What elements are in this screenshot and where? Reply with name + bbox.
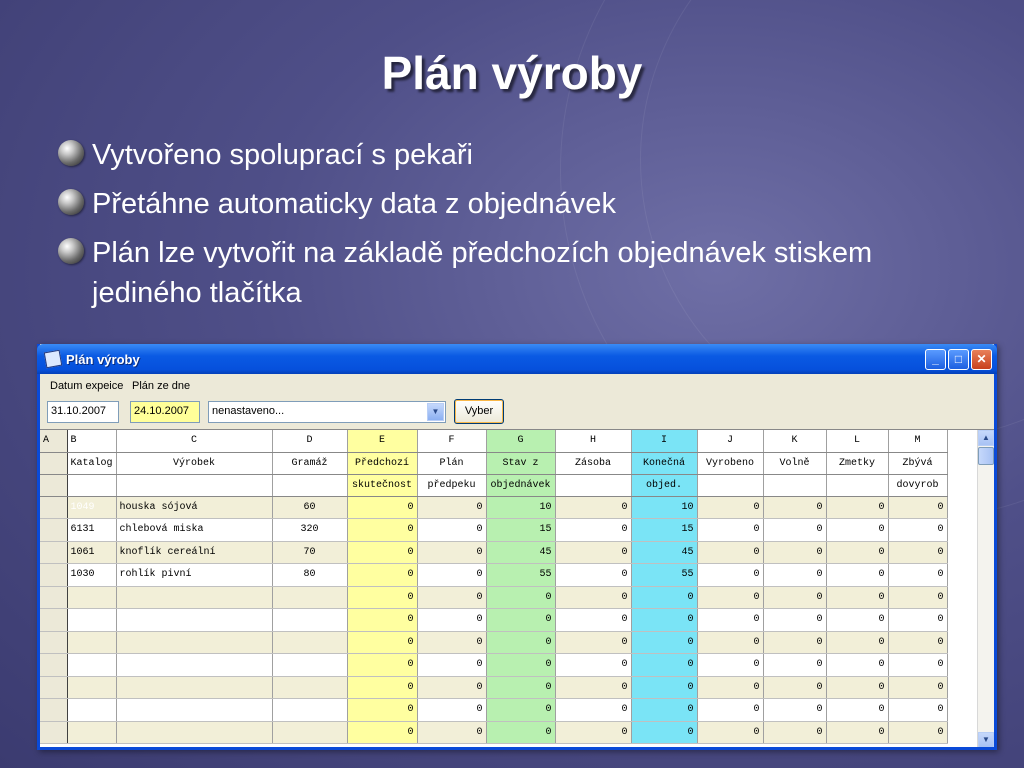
grid-cell[interactable]: K: [763, 430, 826, 452]
grid-cell[interactable]: 55: [486, 564, 555, 587]
grid-cell[interactable]: 0: [826, 721, 888, 744]
bullet-list: [58, 135, 958, 322]
grid-cell[interactable]: [67, 586, 116, 609]
row-header-cell: [40, 541, 67, 564]
grid-cell[interactable]: 0: [826, 676, 888, 699]
grid-cell[interactable]: 0: [555, 721, 631, 744]
grid-cell[interactable]: [116, 631, 272, 654]
grid-cell[interactable]: 0: [555, 676, 631, 699]
grid-cell[interactable]: 0: [417, 541, 486, 564]
row-header-cell: [40, 654, 67, 677]
grid-cell[interactable]: 6131: [67, 519, 116, 542]
grid-cell[interactable]: 0: [826, 699, 888, 722]
grid-cell[interactable]: [272, 654, 347, 677]
table-row: [40, 496, 947, 519]
grid-cell[interactable]: [763, 474, 826, 496]
grid-cell[interactable]: 0: [486, 586, 555, 609]
grid-cell[interactable]: 0: [826, 631, 888, 654]
grid-cell[interactable]: 0: [888, 496, 947, 519]
grid-cell[interactable]: 0: [826, 609, 888, 632]
grid-cell[interactable]: 0: [555, 699, 631, 722]
grid-cell[interactable]: 0: [347, 631, 417, 654]
grid-cell[interactable]: 0: [763, 654, 826, 677]
grid-cell[interactable]: 0: [697, 541, 763, 564]
grid-cell[interactable]: [116, 676, 272, 699]
table-row: [40, 609, 947, 632]
grid-cell[interactable]: Volně: [763, 452, 826, 474]
grid-cell[interactable]: 0: [347, 654, 417, 677]
grid-cell[interactable]: 10: [486, 496, 555, 519]
grid-cell[interactable]: Gramáž: [272, 452, 347, 474]
grid-cell[interactable]: [272, 721, 347, 744]
grid-cell[interactable]: [272, 699, 347, 722]
grid-cell[interactable]: 0: [555, 654, 631, 677]
grid-cell[interactable]: 0: [697, 564, 763, 587]
grid-cell[interactable]: 0: [486, 699, 555, 722]
grid-cell[interactable]: 0: [347, 519, 417, 542]
row-header-cell: A: [40, 430, 67, 452]
grid-cell[interactable]: [67, 654, 116, 677]
grid-cell[interactable]: 0: [697, 586, 763, 609]
grid-cell[interactable]: 0: [888, 676, 947, 699]
grid-cell[interactable]: 0: [826, 541, 888, 564]
table-row: [40, 699, 947, 722]
grid-cell[interactable]: Předchozí: [347, 452, 417, 474]
grid-cell[interactable]: 1049: [67, 496, 116, 519]
grid-cell[interactable]: 0: [417, 496, 486, 519]
grid-cell[interactable]: 1030: [67, 564, 116, 587]
grid-cell[interactable]: [116, 699, 272, 722]
app-icon: [44, 350, 63, 369]
filter-form: [40, 374, 994, 429]
grid-cell[interactable]: 0: [888, 699, 947, 722]
row-header-cell: [40, 631, 67, 654]
grid-cell[interactable]: [116, 474, 272, 496]
slide-title: Plán výroby: [381, 47, 643, 99]
grid-cell[interactable]: 45: [486, 541, 555, 564]
table-row: [40, 519, 947, 542]
grid-cell[interactable]: 0: [888, 586, 947, 609]
grid-cell[interactable]: 80: [272, 564, 347, 587]
row-header-cell: [40, 474, 67, 496]
grid-cell[interactable]: Zmetky: [826, 452, 888, 474]
grid-cell[interactable]: [116, 586, 272, 609]
grid-cell[interactable]: 0: [417, 609, 486, 632]
grid-cell[interactable]: 0: [555, 496, 631, 519]
vertical-scrollbar[interactable]: [977, 430, 994, 747]
grid-cell[interactable]: 0: [697, 676, 763, 699]
grid-cell[interactable]: Stav z: [486, 452, 555, 474]
grid-cell[interactable]: [272, 474, 347, 496]
grid-cell[interactable]: [272, 609, 347, 632]
close-button[interactable]: ✕: [971, 349, 992, 370]
column-title-row: [40, 452, 947, 474]
grid-cell[interactable]: 15: [631, 519, 697, 542]
row-header-cell: [40, 609, 67, 632]
grid-cell[interactable]: 0: [417, 654, 486, 677]
grid-cell[interactable]: chlebová miska: [116, 519, 272, 542]
grid-cell[interactable]: 0: [763, 586, 826, 609]
grid-cell[interactable]: 0: [631, 609, 697, 632]
grid-cell[interactable]: 0: [888, 721, 947, 744]
grid-cell[interactable]: 320: [272, 519, 347, 542]
date-field[interactable]: 31.10.2007: [47, 401, 119, 423]
grid-cell[interactable]: 0: [697, 631, 763, 654]
column-subtitle-row: [40, 474, 947, 496]
table-row: [40, 721, 947, 744]
grid-cell[interactable]: 0: [826, 586, 888, 609]
scroll-down-icon[interactable]: ▼: [978, 732, 994, 747]
grid-cell[interactable]: [67, 609, 116, 632]
grid-cell[interactable]: 0: [555, 631, 631, 654]
grid-table: [40, 430, 948, 744]
grid-cell[interactable]: 0: [697, 519, 763, 542]
grid-cell[interactable]: 0: [826, 519, 888, 542]
grid-cell[interactable]: [67, 631, 116, 654]
grid-cell[interactable]: Katalog: [67, 452, 116, 474]
grid-cell[interactable]: Vyrobeno: [697, 452, 763, 474]
bullet-item: [58, 184, 958, 224]
grid-cell[interactable]: 0: [697, 721, 763, 744]
grid-cell[interactable]: 0: [888, 631, 947, 654]
grid-cell[interactable]: 0: [697, 654, 763, 677]
grid-cell[interactable]: 0: [486, 721, 555, 744]
column-letters-row: [40, 430, 947, 452]
grid-cell[interactable]: objed.: [631, 474, 697, 496]
grid-cell[interactable]: [272, 676, 347, 699]
grid-cell[interactable]: 0: [417, 586, 486, 609]
grid-cell[interactable]: 0: [697, 699, 763, 722]
sphere-bullet-icon: [58, 140, 84, 166]
grid-cell[interactable]: [116, 609, 272, 632]
row-header-cell: [40, 564, 67, 587]
sphere-bullet-icon: [58, 189, 84, 215]
grid-cell[interactable]: 55: [631, 564, 697, 587]
grid-cell[interactable]: 0: [555, 541, 631, 564]
date-label: Datum expeice: [50, 380, 124, 392]
grid-cell[interactable]: skutečnost: [347, 474, 417, 496]
scroll-thumb[interactable]: [978, 447, 994, 465]
grid-cell[interactable]: 0: [555, 609, 631, 632]
grid-cell[interactable]: 0: [417, 631, 486, 654]
grid-cell[interactable]: 0: [763, 564, 826, 587]
grid-cell[interactable]: 0: [417, 676, 486, 699]
grid-cell[interactable]: 0: [486, 609, 555, 632]
grid-cell[interactable]: [116, 654, 272, 677]
grid-cell[interactable]: 0: [347, 721, 417, 744]
grid-cell[interactable]: F: [417, 430, 486, 452]
grid-cell[interactable]: J: [697, 430, 763, 452]
row-header-cell: [40, 676, 67, 699]
grid-cell[interactable]: 0: [347, 699, 417, 722]
grid-cell[interactable]: 0: [417, 699, 486, 722]
grid-cell[interactable]: předpeku: [417, 474, 486, 496]
grid-cell[interactable]: 0: [555, 564, 631, 587]
grid-cell[interactable]: E: [347, 430, 417, 452]
grid-cell[interactable]: 0: [826, 496, 888, 519]
grid-cell[interactable]: M: [888, 430, 947, 452]
bullet-text: Přetáhne automaticky data z objednávek: [92, 188, 616, 220]
grid-cell[interactable]: 0: [347, 676, 417, 699]
grid-cell[interactable]: 0: [486, 676, 555, 699]
grid-cell[interactable]: B: [67, 430, 116, 452]
grid-cell[interactable]: H: [555, 430, 631, 452]
grid-cell[interactable]: [697, 474, 763, 496]
window-title: Plán výroby: [66, 351, 140, 367]
grid-cell[interactable]: [67, 699, 116, 722]
grid-cell[interactable]: [272, 586, 347, 609]
grid-cell[interactable]: 0: [888, 541, 947, 564]
table-row: [40, 586, 947, 609]
grid-cell[interactable]: 0: [631, 721, 697, 744]
grid-cell[interactable]: [67, 676, 116, 699]
row-header-cell: [40, 699, 67, 722]
grid-cell[interactable]: 0: [631, 654, 697, 677]
grid-cell[interactable]: 0: [347, 586, 417, 609]
plan-select-value: nenastaveno...: [212, 405, 285, 417]
grid-cell[interactable]: 60: [272, 496, 347, 519]
select-button[interactable]: Vyber: [454, 399, 504, 424]
grid-cell[interactable]: 70: [272, 541, 347, 564]
grid-cell[interactable]: [272, 631, 347, 654]
grid-cell[interactable]: 0: [347, 609, 417, 632]
grid-cell[interactable]: 0: [763, 541, 826, 564]
grid-cell[interactable]: 0: [763, 699, 826, 722]
grid-cell[interactable]: 0: [631, 631, 697, 654]
grid-cell[interactable]: 0: [888, 519, 947, 542]
grid-cell[interactable]: 0: [417, 564, 486, 587]
grid-cell[interactable]: 0: [888, 654, 947, 677]
plan-select[interactable]: [208, 401, 446, 423]
row-header-cell: [40, 496, 67, 519]
grid-cell[interactable]: 0: [347, 541, 417, 564]
production-grid[interactable]: [40, 429, 994, 747]
grid-cell[interactable]: 0: [826, 654, 888, 677]
grid-cell[interactable]: C: [116, 430, 272, 452]
grid-cell[interactable]: 0: [697, 609, 763, 632]
grid-cell[interactable]: 0: [631, 676, 697, 699]
grid-cell[interactable]: Výrobek: [116, 452, 272, 474]
grid-cell[interactable]: 0: [486, 654, 555, 677]
grid-cell[interactable]: 45: [631, 541, 697, 564]
grid-cell[interactable]: 10: [631, 496, 697, 519]
sphere-bullet-icon: [58, 238, 84, 264]
window-titlebar[interactable]: [37, 344, 997, 374]
grid-cell[interactable]: D: [272, 430, 347, 452]
grid-cell[interactable]: 0: [555, 586, 631, 609]
grid-cell[interactable]: 0: [347, 564, 417, 587]
row-header-cell: [40, 519, 67, 542]
grid-cell[interactable]: 0: [763, 609, 826, 632]
chevron-down-icon[interactable]: ▼: [427, 403, 444, 421]
grid-cell[interactable]: 0: [347, 496, 417, 519]
grid-cell[interactable]: 0: [486, 631, 555, 654]
grid-cell[interactable]: 0: [417, 519, 486, 542]
grid-cell[interactable]: 0: [763, 631, 826, 654]
grid-cell[interactable]: 0: [888, 609, 947, 632]
row-header-cell: [40, 586, 67, 609]
grid-cell[interactable]: L: [826, 430, 888, 452]
plan-date-label: Plán ze dne: [132, 380, 191, 392]
bullet-text: Plán lze vytvořit na základě předchozích objednávek stiskem jediného tlačítka: [92, 237, 873, 309]
grid-cell[interactable]: [67, 474, 116, 496]
grid-cell[interactable]: 0: [763, 496, 826, 519]
row-header-cell: [40, 452, 67, 474]
minimize-button[interactable]: _: [925, 349, 946, 370]
table-row: [40, 676, 947, 699]
grid-cell[interactable]: knoflík cereální: [116, 541, 272, 564]
grid-cell[interactable]: Zbývá: [888, 452, 947, 474]
grid-cell[interactable]: 0: [555, 519, 631, 542]
grid-cell[interactable]: Zásoba: [555, 452, 631, 474]
maximize-button[interactable]: □: [948, 349, 969, 370]
table-row: [40, 654, 947, 677]
grid-cell[interactable]: 0: [697, 496, 763, 519]
bullet-item: [58, 233, 958, 313]
grid-cell[interactable]: I: [631, 430, 697, 452]
grid-cell[interactable]: 0: [417, 721, 486, 744]
grid-cell[interactable]: 1061: [67, 541, 116, 564]
scroll-up-icon[interactable]: ▲: [978, 430, 994, 446]
grid-cell[interactable]: rohlík pivní: [116, 564, 272, 587]
grid-cell[interactable]: [67, 721, 116, 744]
table-row: [40, 631, 947, 654]
grid-cell[interactable]: 0: [763, 519, 826, 542]
grid-cell[interactable]: 0: [763, 721, 826, 744]
grid-cell[interactable]: [826, 474, 888, 496]
table-row: [40, 541, 947, 564]
grid-cell[interactable]: Plán: [417, 452, 486, 474]
grid-cell[interactable]: objednávek: [486, 474, 555, 496]
table-row: [40, 564, 947, 587]
grid-cell[interactable]: [555, 474, 631, 496]
grid-cell[interactable]: 15: [486, 519, 555, 542]
grid-cell[interactable]: [116, 721, 272, 744]
bullet-text: Vytvořeno spoluprací s pekaři: [92, 139, 473, 171]
plan-date-field[interactable]: 24.10.2007: [130, 401, 200, 423]
grid-cell[interactable]: 0: [631, 586, 697, 609]
grid-cell[interactable]: G: [486, 430, 555, 452]
bullet-item: [58, 135, 958, 175]
grid-cell[interactable]: 0: [763, 676, 826, 699]
grid-cell[interactable]: dovyrob: [888, 474, 947, 496]
plan-window: [37, 344, 997, 750]
grid-cell[interactable]: 0: [631, 699, 697, 722]
grid-cell[interactable]: houska sójová: [116, 496, 272, 519]
grid-cell[interactable]: Konečná: [631, 452, 697, 474]
row-header-cell: [40, 721, 67, 744]
grid-cell[interactable]: 0: [888, 564, 947, 587]
grid-cell[interactable]: 0: [826, 564, 888, 587]
